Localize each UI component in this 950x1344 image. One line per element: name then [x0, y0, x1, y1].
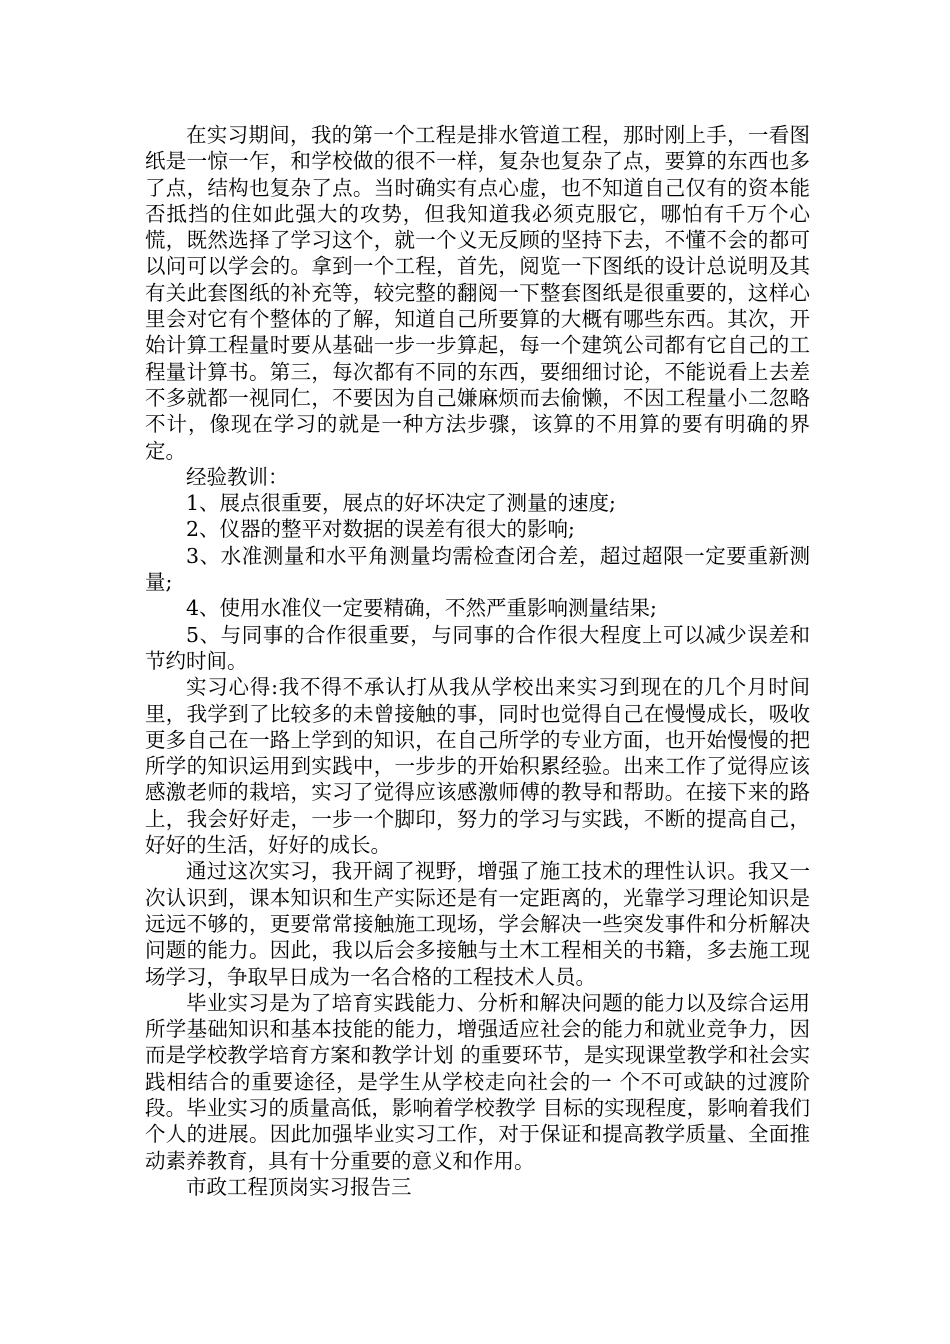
paragraph-broadened-horizons: 通过这次实习，我开阔了视野，增强了施工技术的理性认识。我又一次认识到，课本知识和生产实际还是有一定距离的，光靠学习理论知识是远远不够的，更要常常接触施工现场，学会解决一些突发事件和分析解决问题的能力。因此，我以后会多接触与土木工程相关的书籍，多去施工现场学习，争取早日成为一名合格的工程技术人员。	[145, 859, 810, 989]
list-item-lesson-3: 3、水准测量和水平角测量均需检查闭合差，超过超限一定要重新测量;	[145, 543, 810, 595]
paragraph-purpose-of-internship: 毕业实习是为了培育实践能力、分析和解决问题的能力以及综合运用所学基础知识和基本技能的能力，增强适应社会的能力和就业竞争力，因而是学校教学培育方案和教学计划 的重要环节，是实现课堂教学和社会实践相结合的重要途径，是学生从学校走向社会的一 个不可或缺的过渡阶段。毕业实习的质量高低，影响着学校教学 目标的实现程度，影响着我们个人的进展。因此加强毕业实习工作，对于保证和提高教学质量、全面推动素养教育，具有十分重要的意义和作用。	[145, 990, 810, 1173]
paragraph-internship-reflections: 实习心得:我不得不承认打从我从学校出来实习到现在的几个月时间里，我学到了比较多的未曾接触的事，同时也觉得自己在慢慢成长，吸收更多自己在一路上学到的知识，在自己所学的专业方面，也开始慢慢的把所学的知识运用到实践中，一步步的开始积累经验。出来工作了觉得应该感激老师的栽培，实习了觉得应该感激师傅的教导和帮助。在接下来的路上，我会好好走，一步一个脚印，努力的学习与实践，不断的提高自己，好好的生活，好好的成长。	[145, 675, 810, 858]
document-body	[145, 122, 810, 1200]
section-title-report-three: 市政工程顶岗实习报告三	[186, 1174, 412, 1199]
list-item-lesson-1: 1、展点很重要，展点的好坏决定了测量的速度;	[186, 491, 616, 516]
list-item-lesson-2: 2、仪器的整平对数据的误差有很大的影响;	[186, 517, 575, 542]
list-item-lesson-4: 4、使用水准仪一定要精确，不然严重影响测量结果;	[186, 596, 657, 621]
list-item-lesson-5: 5、与同事的合作很重要，与同事的合作很大程度上可以减少误差和节约时间。	[145, 622, 810, 673]
heading-lessons-learned: 经验教训：	[186, 464, 289, 489]
paragraph-internship-first-project: 在实习期间，我的第一个工程是排水管道工程，那时刚上手，一看图纸是一惊一乍，和学校做的很不一样，复杂也复杂了点，要算的东西也多了点，结构也复杂了点。当时确实有点心虚，也不知道自己仅有的资本能否抵挡的住如此强大的攻势，但我知道我必须克服它，哪怕有千万个心慌，既然选择了学习这个，就一个义无反顾的坚持下去，不懂不会的都可以问可以学会的。拿到一个工程，首先，阅览一下图纸的设计总说明及其有关此套图纸的补充等，较完整的翻阅一下整套图纸是很重要的，这样心里会对它有个整体的了解，知道自己所要算的大概有哪些东西。其次，开始计算工程量时要从基础一步一步算起，每一个建筑公司都有它自己的工程量计算书。第三，每次都有不同的东西，要细细讨论，不能说看上去差不多就都一视同仁，不要因为自己嫌麻烦而去偷懒，不因工程量小二忽略不计，像现在学习的就是一种方法步骤，该算的不用算的要有明确的界定。	[145, 123, 810, 463]
